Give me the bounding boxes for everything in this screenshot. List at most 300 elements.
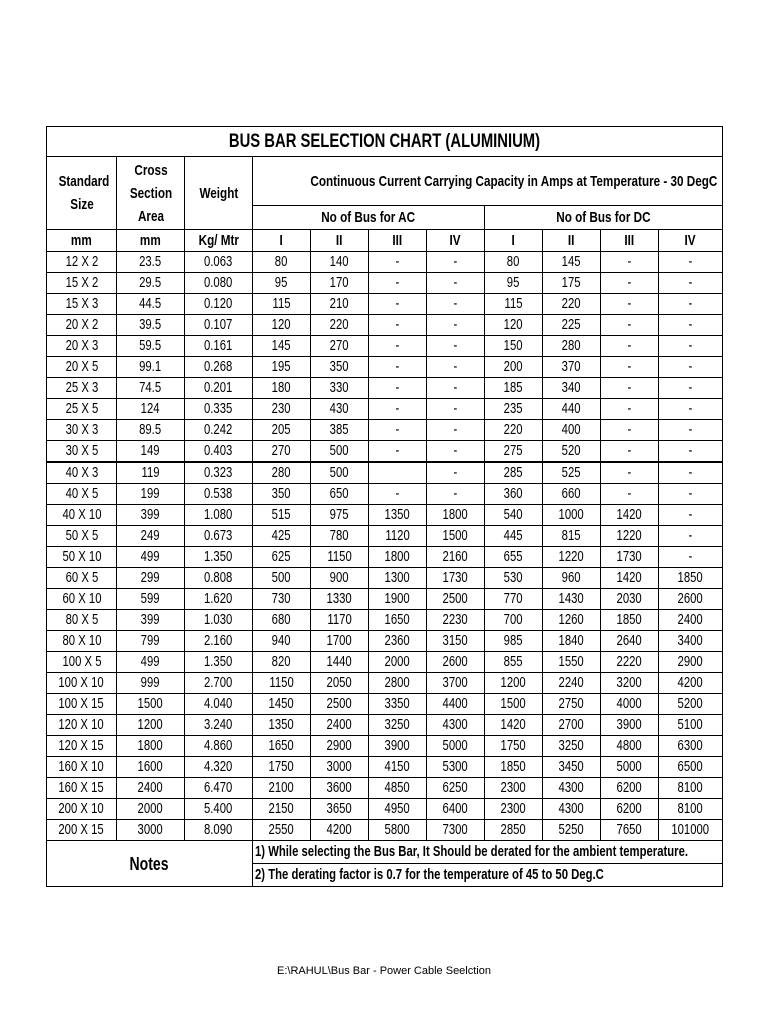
table-cell: 655 (485, 547, 543, 568)
table-cell: 1330 (311, 589, 369, 610)
table-cell: - (659, 441, 723, 463)
table-cell: 200 X 15 (47, 820, 117, 841)
table-cell: 3000 (311, 757, 369, 778)
unit-cell: mm (117, 230, 185, 252)
table-cell: - (427, 378, 485, 399)
table-cell: - (427, 294, 485, 315)
table-cell: 1450 (253, 694, 311, 715)
table-cell: 2400 (117, 778, 185, 799)
table-cell: 50 X 5 (47, 526, 117, 547)
table-cell: 249 (117, 526, 185, 547)
table-cell: 1300 (369, 568, 427, 589)
table-cell: 100 X 15 (47, 694, 117, 715)
table-cell: 3400 (659, 631, 723, 652)
table-cell: 3900 (369, 736, 427, 757)
note-item: 1) While selecting the Bus Bar, It Should be derated for the ambient temperature. (253, 841, 723, 864)
table-cell: 89.5 (117, 420, 185, 441)
table-cell: 900 (311, 568, 369, 589)
table-cell: - (659, 294, 723, 315)
table-cell: - (659, 462, 723, 484)
footer-file-path: E:\RAHUL\Bus Bar - Power Cable Seelction (277, 965, 491, 977)
table-cell: 4200 (311, 820, 369, 841)
table-cell: 2400 (659, 610, 723, 631)
table-cell: - (601, 357, 659, 378)
table-cell: 330 (311, 378, 369, 399)
table-cell: 2550 (253, 820, 311, 841)
table-cell: 80 (253, 252, 311, 273)
table-row (47, 294, 723, 315)
table-cell: 3900 (601, 715, 659, 736)
table-cell: 5.400 (185, 799, 253, 820)
units-row (47, 230, 723, 252)
table-row (47, 736, 723, 757)
table-cell: - (369, 336, 427, 357)
table-cell: 650 (311, 484, 369, 505)
table-cell: 6200 (601, 778, 659, 799)
table-cell: 599 (117, 589, 185, 610)
table-row (47, 462, 723, 484)
table-cell: 1150 (253, 673, 311, 694)
table-cell: 1420 (601, 505, 659, 526)
table-cell: - (601, 378, 659, 399)
table-cell: 2000 (369, 652, 427, 673)
note-item: 2) The derating factor is 0.7 for the temperature of 45 to 50 Deg.C (253, 864, 723, 887)
table-row (47, 420, 723, 441)
table-cell: 30 X 3 (47, 420, 117, 441)
table-cell: 799 (117, 631, 185, 652)
table-cell: - (659, 526, 723, 547)
table-cell: 2500 (311, 694, 369, 715)
table-cell: 4800 (601, 736, 659, 757)
table-cell: 425 (253, 526, 311, 547)
table-cell: 23.5 (117, 252, 185, 273)
table-cell: 5200 (659, 694, 723, 715)
header-weight: Weight (185, 157, 253, 230)
table-cell: 1500 (117, 694, 185, 715)
table-cell: 3350 (369, 694, 427, 715)
table-cell: 200 X 10 (47, 799, 117, 820)
table-cell: 1800 (427, 505, 485, 526)
table-cell: 15 X 3 (47, 294, 117, 315)
table-cell: 4950 (369, 799, 427, 820)
table-row (47, 378, 723, 399)
table-cell: 8.090 (185, 820, 253, 841)
table-cell: - (427, 252, 485, 273)
table-cell: 2050 (311, 673, 369, 694)
table-cell: 985 (485, 631, 543, 652)
table-cell: - (427, 441, 485, 463)
header-dc-group: No of Bus for DC (485, 206, 723, 230)
table-cell: 115 (253, 294, 311, 315)
table-cell: - (659, 273, 723, 294)
table-cell: 8100 (659, 799, 723, 820)
table-cell: 120 (485, 315, 543, 336)
table-cell: - (369, 294, 427, 315)
table-cell: 2750 (543, 694, 601, 715)
table-cell: 115 (485, 294, 543, 315)
table-cell: 299 (117, 568, 185, 589)
table-row (47, 778, 723, 799)
table-cell: 499 (117, 547, 185, 568)
table-cell: 0.808 (185, 568, 253, 589)
table-cell: - (659, 378, 723, 399)
table-cell: 2240 (543, 673, 601, 694)
header-capacity: Continuous Current Carrying Capacity in Amps at Temperature - 30 DegC (253, 157, 723, 206)
table-cell: 5000 (601, 757, 659, 778)
table-cell: - (369, 399, 427, 420)
table-cell: 2850 (485, 820, 543, 841)
table-cell: 1650 (253, 736, 311, 757)
table-cell: 60 X 10 (47, 589, 117, 610)
unit-cell: III (601, 230, 659, 252)
table-cell: 1850 (485, 757, 543, 778)
unit-cell: IV (659, 230, 723, 252)
table-cell: 101000 (659, 820, 723, 841)
table-cell: 770 (485, 589, 543, 610)
table-cell: 350 (253, 484, 311, 505)
table-cell: 3250 (369, 715, 427, 736)
table-cell: 1850 (601, 610, 659, 631)
table-cell: - (427, 420, 485, 441)
table-cell: - (427, 336, 485, 357)
table-cell: 270 (311, 336, 369, 357)
table-cell: - (369, 378, 427, 399)
table-cell: - (659, 547, 723, 568)
table-cell: 0.242 (185, 420, 253, 441)
table-cell: 1700 (311, 631, 369, 652)
table-cell: 625 (253, 547, 311, 568)
table-cell: - (369, 420, 427, 441)
table-cell: 399 (117, 505, 185, 526)
table-row (47, 336, 723, 357)
table-cell: 5000 (427, 736, 485, 757)
table-cell: - (369, 273, 427, 294)
table-cell: 149 (117, 441, 185, 463)
table-row (47, 505, 723, 526)
table-cell: 4.040 (185, 694, 253, 715)
table-cell: 4200 (659, 673, 723, 694)
table-cell: 2360 (369, 631, 427, 652)
table-cell: 1170 (311, 610, 369, 631)
table-cell: - (369, 252, 427, 273)
table-cell: - (369, 441, 427, 463)
table-cell: - (427, 399, 485, 420)
table-cell: - (427, 357, 485, 378)
table-cell: 5250 (543, 820, 601, 841)
table-cell: - (601, 252, 659, 273)
table-cell: 340 (543, 378, 601, 399)
unit-cell: IV (427, 230, 485, 252)
table-row (47, 273, 723, 294)
table-cell: 400 (543, 420, 601, 441)
table-cell: - (659, 357, 723, 378)
table-cell: 0.107 (185, 315, 253, 336)
table-cell: 975 (311, 505, 369, 526)
table-row (47, 589, 723, 610)
table-cell: 0.161 (185, 336, 253, 357)
table-cell: 1420 (485, 715, 543, 736)
table-cell: - (601, 315, 659, 336)
table-cell: 7650 (601, 820, 659, 841)
table-cell: 180 (253, 378, 311, 399)
table-cell: 3200 (601, 673, 659, 694)
unit-cell: II (543, 230, 601, 252)
table-cell: 59.5 (117, 336, 185, 357)
table-cell: 1600 (117, 757, 185, 778)
table-cell: 855 (485, 652, 543, 673)
table-cell: 399 (117, 610, 185, 631)
table-cell: - (601, 484, 659, 505)
table-cell: 5300 (427, 757, 485, 778)
table-row (47, 715, 723, 736)
table-cell: 40 X 5 (47, 484, 117, 505)
table-cell: 235 (485, 399, 543, 420)
table-cell: 700 (485, 610, 543, 631)
table-cell: 1350 (369, 505, 427, 526)
table-row (47, 694, 723, 715)
unit-cell: II (311, 230, 369, 252)
table-cell: 1.350 (185, 547, 253, 568)
table-cell: 20 X 5 (47, 357, 117, 378)
table-cell: 820 (253, 652, 311, 673)
table-cell: 1440 (311, 652, 369, 673)
table-cell: 2700 (543, 715, 601, 736)
table-cell: 20 X 2 (47, 315, 117, 336)
table-cell: 1.030 (185, 610, 253, 631)
table-cell: 515 (253, 505, 311, 526)
unit-cell: I (253, 230, 311, 252)
table-cell: 199 (117, 484, 185, 505)
table-cell: 100 X 5 (47, 652, 117, 673)
table-cell: 3650 (311, 799, 369, 820)
table-cell: 1220 (601, 526, 659, 547)
table-cell: 2300 (485, 778, 543, 799)
table-cell: 2.700 (185, 673, 253, 694)
table-row (47, 652, 723, 673)
table-cell: 1000 (543, 505, 601, 526)
table-cell: 2150 (253, 799, 311, 820)
table-cell: 540 (485, 505, 543, 526)
table-cell: - (659, 252, 723, 273)
table-cell: - (369, 315, 427, 336)
table-cell: 3000 (117, 820, 185, 841)
table-cell: 5800 (369, 820, 427, 841)
notes-label: Notes (47, 841, 253, 887)
table-cell: 150 (485, 336, 543, 357)
table-cell: 2640 (601, 631, 659, 652)
table-cell: 6250 (427, 778, 485, 799)
table-cell: 280 (253, 462, 311, 484)
table-cell: 2220 (601, 652, 659, 673)
table-cell: 20 X 3 (47, 336, 117, 357)
table-cell: 120 X 15 (47, 736, 117, 757)
table-cell: 440 (543, 399, 601, 420)
table-cell: 500 (311, 441, 369, 463)
table-cell: 124 (117, 399, 185, 420)
table-cell: 30 X 5 (47, 441, 117, 463)
table-cell: 445 (485, 526, 543, 547)
table-cell: 4300 (427, 715, 485, 736)
table-cell: 0.403 (185, 441, 253, 463)
table-cell: 520 (543, 441, 601, 463)
table-cell: 6500 (659, 757, 723, 778)
table-cell: 3600 (311, 778, 369, 799)
table-cell: - (659, 484, 723, 505)
table-cell: 370 (543, 357, 601, 378)
table-cell: 25 X 3 (47, 378, 117, 399)
table-cell: 2000 (117, 799, 185, 820)
table-cell: 1730 (601, 547, 659, 568)
table-cell: 200 (485, 357, 543, 378)
table-cell: 95 (485, 273, 543, 294)
table-row (47, 799, 723, 820)
table-cell: 499 (117, 652, 185, 673)
table-cell: 0.673 (185, 526, 253, 547)
table-cell: 0.120 (185, 294, 253, 315)
table-cell (369, 462, 427, 484)
table-cell: 1260 (543, 610, 601, 631)
table-cell: 6300 (659, 736, 723, 757)
table-cell: - (659, 505, 723, 526)
table-cell: - (659, 336, 723, 357)
table-cell: 6.470 (185, 778, 253, 799)
table-cell: 285 (485, 462, 543, 484)
table-cell: 6400 (427, 799, 485, 820)
table-cell: 170 (311, 273, 369, 294)
table-cell: 2400 (311, 715, 369, 736)
table-cell: 80 (485, 252, 543, 273)
table-cell: - (601, 294, 659, 315)
table-cell: 4400 (427, 694, 485, 715)
table-cell: 100 X 10 (47, 673, 117, 694)
table-row (47, 357, 723, 378)
table-row (47, 610, 723, 631)
table-cell: 680 (253, 610, 311, 631)
table-cell: 275 (485, 441, 543, 463)
table-cell: 99.1 (117, 357, 185, 378)
table-cell: 500 (253, 568, 311, 589)
table-cell: 40 X 3 (47, 462, 117, 484)
header-cross-section-area: Cross Section Area (117, 157, 185, 230)
table-cell: 1550 (543, 652, 601, 673)
table-row (47, 315, 723, 336)
table-cell: 140 (311, 252, 369, 273)
table-cell: 1220 (543, 547, 601, 568)
unit-cell: Kg/ Mtr (185, 230, 253, 252)
table-cell: - (427, 484, 485, 505)
table-cell: 270 (253, 441, 311, 463)
table-cell: 185 (485, 378, 543, 399)
table-cell: 40 X 10 (47, 505, 117, 526)
bus-bar-selection-table (46, 126, 723, 887)
table-cell: - (601, 336, 659, 357)
table-cell: - (427, 462, 485, 484)
table-cell: 74.5 (117, 378, 185, 399)
table-cell: 7300 (427, 820, 485, 841)
table-cell: 50 X 10 (47, 547, 117, 568)
table-cell: 80 X 5 (47, 610, 117, 631)
table-cell: 1500 (485, 694, 543, 715)
table-cell: 80 X 10 (47, 631, 117, 652)
table-cell: 2900 (311, 736, 369, 757)
table-cell: 2800 (369, 673, 427, 694)
table-cell: 1840 (543, 631, 601, 652)
table-row (47, 673, 723, 694)
table-cell: - (659, 420, 723, 441)
table-cell: 2600 (659, 589, 723, 610)
table-row (47, 568, 723, 589)
table-cell: 1900 (369, 589, 427, 610)
table-cell: 15 X 2 (47, 273, 117, 294)
table-cell: 280 (543, 336, 601, 357)
table-cell: 1650 (369, 610, 427, 631)
table-cell: 195 (253, 357, 311, 378)
table-cell: 815 (543, 526, 601, 547)
table-cell: 999 (117, 673, 185, 694)
table-cell: 160 X 10 (47, 757, 117, 778)
table-cell: 1800 (369, 547, 427, 568)
table-cell: 12 X 2 (47, 252, 117, 273)
table-cell: 940 (253, 631, 311, 652)
header-standard-size: Standard Size (47, 157, 117, 230)
table-cell: 3700 (427, 673, 485, 694)
table-cell: 1420 (601, 568, 659, 589)
table-cell: - (369, 484, 427, 505)
table-cell: 0.323 (185, 462, 253, 484)
table-cell: 1.350 (185, 652, 253, 673)
table-cell: 1850 (659, 568, 723, 589)
table-cell: 385 (311, 420, 369, 441)
table-cell: 360 (485, 484, 543, 505)
table-cell: 500 (311, 462, 369, 484)
table-cell: 2.160 (185, 631, 253, 652)
table-cell: 225 (543, 315, 601, 336)
table-cell: - (659, 315, 723, 336)
table-cell: 4300 (543, 799, 601, 820)
table-cell: 2500 (427, 589, 485, 610)
table-cell: 160 X 15 (47, 778, 117, 799)
table-row (47, 441, 723, 463)
table-cell: 0.268 (185, 357, 253, 378)
table-cell: 4300 (543, 778, 601, 799)
notes-row (47, 841, 723, 864)
table-cell: 3150 (427, 631, 485, 652)
table-row (47, 757, 723, 778)
unit-cell: mm (47, 230, 117, 252)
table-cell: - (369, 357, 427, 378)
table-cell: 95 (253, 273, 311, 294)
table-cell: 119 (117, 462, 185, 484)
table-cell: 145 (543, 252, 601, 273)
table-cell: 1750 (253, 757, 311, 778)
table-cell: 4850 (369, 778, 427, 799)
table-cell: 780 (311, 526, 369, 547)
table-cell: 660 (543, 484, 601, 505)
table-cell: 4.860 (185, 736, 253, 757)
table-cell: 730 (253, 589, 311, 610)
table-cell: - (601, 462, 659, 484)
table-cell: 5100 (659, 715, 723, 736)
table-cell: 1200 (117, 715, 185, 736)
table-cell: - (427, 315, 485, 336)
table-cell: - (427, 273, 485, 294)
unit-cell: III (369, 230, 427, 252)
table-cell: 220 (543, 294, 601, 315)
table-cell: 1430 (543, 589, 601, 610)
table-cell: 120 (253, 315, 311, 336)
table-cell: 210 (311, 294, 369, 315)
table-cell: 230 (253, 399, 311, 420)
